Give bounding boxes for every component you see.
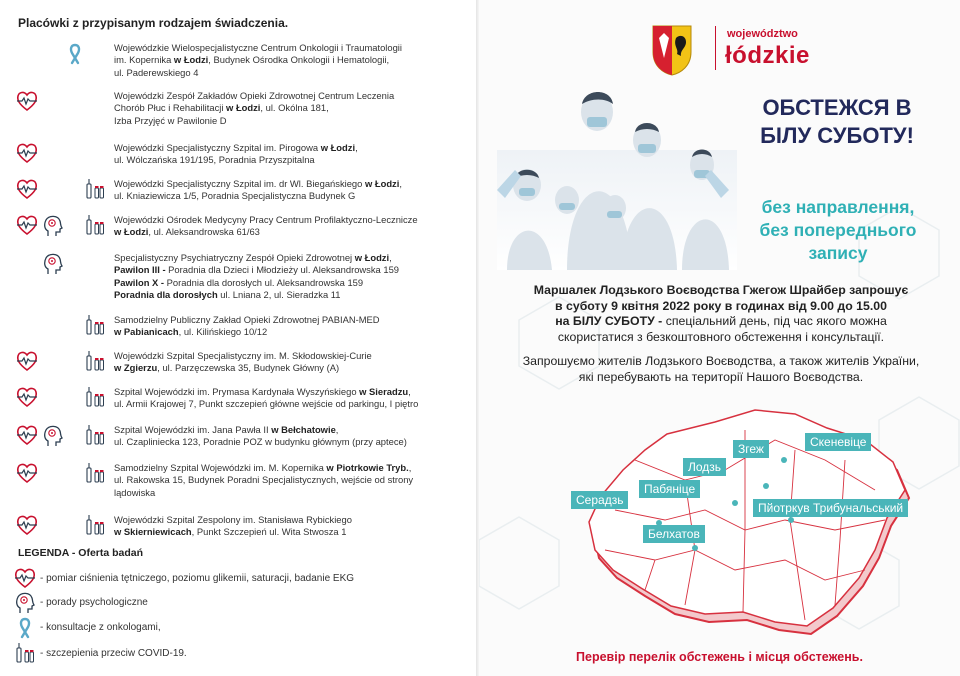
- brand-name: łódzkie: [725, 42, 810, 69]
- headline: [725, 94, 949, 150]
- subheadline-line-3: запису: [808, 243, 868, 263]
- facility-text: [114, 424, 464, 449]
- vaccine-icon: [84, 214, 106, 238]
- facility-row: [16, 386, 466, 422]
- vaccine-icon: [84, 462, 106, 486]
- facility-icons: [16, 142, 108, 172]
- map-label-zgierz: Згеж: [733, 440, 769, 458]
- facility-text-segment: w Pabianicach: [114, 326, 179, 338]
- facilities-panel: [0, 0, 476, 676]
- facility-text-segment: Pawilon X -: [114, 276, 167, 288]
- brand-separator: [715, 26, 716, 70]
- legend-text: - porady psychologiczne: [40, 597, 148, 608]
- facility-text-segment: ul. Paderewskiego 4: [114, 66, 199, 78]
- invitation-line-2: в суботу 9 квітня 2022 року в годинах від 9.00 до 15.00: [555, 298, 887, 313]
- heart-icon: [14, 567, 36, 591]
- facilities-heading: Placówki z przypisanym rodzajem świadczenia.: [18, 16, 289, 30]
- head-icon: [42, 252, 64, 276]
- facility-text-segment: Wojewódzki Ośrodek Medycyny Pracy Centrum Profilaktyczno-Lecznicze: [114, 214, 418, 225]
- facility-text-segment: Specjalistyczny Psychiatryczny Zespół Opieki Zdrowotnej: [114, 252, 355, 263]
- facility-row: [16, 142, 466, 178]
- voivodeship-crest-icon: [651, 24, 693, 76]
- facility-icons: [16, 462, 108, 492]
- facility-text-segment: , ul. Parzęczewska 35, Budynek Główny (A): [157, 362, 340, 374]
- invitation-line-4: скористатися з безкоштовного обстеження і консультації.: [557, 329, 885, 344]
- facility-text-segment: , ul. Kilińskiego 10/12: [178, 326, 268, 338]
- head-icon: [14, 591, 36, 615]
- facility-text-segment: w Sieradzu: [359, 386, 409, 397]
- facility-text-segment: w Łodzi: [364, 178, 400, 189]
- facility-row: [16, 90, 466, 126]
- facility-row: [16, 42, 466, 78]
- facility-text-segment: ,: [389, 252, 392, 263]
- subheadline-line-2: без попереднього: [759, 220, 917, 240]
- facility-icons: [16, 314, 108, 344]
- facility-text-segment: Samodzielny Szpital Wojewódzki im. M. Kopernika: [114, 462, 327, 473]
- facility-text-segment: Pawilon III -: [114, 264, 169, 276]
- facility-text: [114, 386, 464, 411]
- voivodeship-map: [575, 400, 955, 640]
- facility-text-segment: Szpital Wojewódzki im. Prymasa Kardynała Wyszyńskiego: [114, 386, 360, 397]
- facility-text-segment: ,: [408, 386, 411, 397]
- facility-row: [16, 462, 466, 498]
- heart-icon: [16, 514, 38, 538]
- facility-icons: [16, 252, 108, 282]
- facility-text-segment: Wojewódzki Specjalistyczny Szpital im. Pirogowa: [114, 142, 321, 153]
- headline-line-2: БІЛУ СУБОТУ!: [760, 123, 914, 148]
- facility-text-segment: , ul. Aleksandrowska 61/63: [148, 226, 260, 238]
- residents-line-1: Запрошуємо жителів Лодзького Воєводства, а також жителів України,: [522, 354, 920, 368]
- map-label-piotrkow: Пйотркув Трибунальський: [753, 499, 908, 517]
- invitation-line-3-bold: на БІЛУ СУБОТУ -: [555, 314, 666, 328]
- facility-row: [16, 514, 466, 550]
- facility-text-segment: Wojewódzki Szpital Specjalistyczny im. M. Skłodowskiej-Curie: [114, 350, 372, 361]
- residents-line-2: які перебувають на території Нашого Воєводства.: [578, 369, 864, 384]
- brand-small-text: województwo: [727, 28, 798, 40]
- head-icon: [42, 214, 64, 238]
- facility-text: [114, 214, 464, 239]
- facility-text: [114, 142, 464, 167]
- heart-icon: [16, 90, 38, 114]
- facility-text-segment: Wojewódzki Zespół Zakładów Opieki Zdrowotnej Centrum Leczenia: [114, 90, 395, 101]
- facility-text-segment: , Budynek Ośrodka Onkologii i Hematologii,: [208, 54, 390, 66]
- vaccine-icon: [84, 514, 106, 538]
- facility-text: [114, 514, 464, 539]
- facility-text-segment: Poradnia dla Dzieci i Młodzieży ul. Aleksandrowska 159: [168, 264, 400, 276]
- facility-text-segment: w Bełchatowie: [271, 424, 336, 435]
- facility-text-segment: Szpital Wojewódzki im. Jana Pawła II: [114, 424, 272, 435]
- vaccine-icon: [14, 642, 36, 666]
- facility-text-segment: ,: [399, 178, 402, 189]
- facility-text: [114, 178, 464, 203]
- facility-row: [16, 252, 466, 301]
- facility-icons: [16, 42, 108, 72]
- map-label-lodz: Лодзь: [683, 458, 726, 476]
- facility-text-segment: w Łodzi: [226, 102, 261, 114]
- facility-icons: [16, 90, 108, 120]
- facility-text-segment: im. Kopernika: [114, 54, 174, 66]
- facility-icons: [16, 178, 108, 208]
- facility-row: [16, 214, 466, 250]
- footer-note: Перевір перелік обстежень і місця обстежень.: [576, 650, 863, 664]
- medical-staff-illustration: [497, 90, 737, 270]
- legend-text: - pomiar ciśnienia tętniczego, poziomu glikemii, saturacji, badanie EKG: [40, 573, 355, 584]
- facility-text-segment: Wojewódzkie Wielospecjalistyczne Centrum Onkologii i Traumatologii: [114, 42, 402, 53]
- invitation-paragraph: [491, 283, 951, 345]
- vaccine-icon: [84, 386, 106, 410]
- map-label-skierniewice: Скеневіце: [805, 433, 871, 451]
- facility-text-segment: w Łodzi: [173, 54, 209, 66]
- facility-text: [114, 314, 464, 339]
- facility-text: [114, 350, 464, 375]
- ribbon-icon: [14, 616, 36, 640]
- facility-text-segment: ul. Armii Krajowej 7, Punkt szczepień główne wejście od parkingu, I piętro: [114, 398, 419, 410]
- facility-text-segment: , Punkt Szczepień ul. Wita Stwosza 1: [191, 526, 347, 538]
- facility-text: [114, 42, 464, 79]
- vaccine-icon: [84, 424, 106, 448]
- subheadline: [729, 196, 947, 265]
- facility-text: [114, 252, 464, 302]
- facility-text-segment: Samodzielny Publiczny Zakład Opieki Zdrowotnej PABIAN-MED: [114, 314, 380, 325]
- headline-line-1: ОБСТЕЖСЯ В: [762, 95, 912, 120]
- facility-icons: [16, 214, 108, 244]
- facility-text-segment: w Skierniewicach: [114, 526, 192, 538]
- ribbon-icon: [64, 42, 86, 66]
- heart-icon: [16, 214, 38, 238]
- facility-text-segment: w Zgierzu: [114, 362, 158, 374]
- facility-text-segment: w Łodzi: [354, 252, 390, 263]
- facility-text-segment: ul. Rakowska 15, Budynek Poradni Specjalistycznych, wejście od strony: [114, 474, 414, 486]
- subheadline-line-1: без направлення,: [761, 197, 915, 217]
- facility-text: [114, 462, 464, 499]
- facility-text-segment: Chorób Płuc i Rehabilitacji: [114, 102, 227, 114]
- facility-row: [16, 350, 466, 386]
- facility-text-segment: ul. Lniana 2, ul. Sieradzka 11: [220, 289, 341, 301]
- facility-text-segment: w Łodzi: [320, 142, 356, 153]
- facility-text-segment: Wojewódzki Specjalistyczny Szpital im. dr Wl. Biegańskiego: [114, 178, 365, 189]
- vaccine-icon: [84, 178, 106, 202]
- facility-text-segment: ,: [335, 424, 339, 435]
- vaccine-icon: [84, 314, 106, 338]
- invitation-line-1: Маршалек Лодзького Воєводства Гжегож Шрайбер запрошує: [533, 283, 909, 297]
- residents-paragraph: [491, 354, 951, 385]
- facility-row: [16, 314, 466, 350]
- facility-text-segment: ,: [408, 462, 412, 473]
- facility-text-segment: Poradnia dla dorosłych ul. Aleksandrowska 159: [166, 276, 364, 288]
- facility-text-segment: Wojewódzki Szpital Zespolony im. Stanisława Rybickiego: [114, 514, 352, 525]
- heart-icon: [16, 142, 38, 166]
- facility-text-segment: lądowiska: [114, 486, 156, 498]
- facility-icons: [16, 424, 108, 454]
- facility-text: [114, 90, 464, 127]
- heart-icon: [16, 462, 38, 486]
- map-label-sieradz: Серадзь: [571, 491, 628, 509]
- map-label-pabianice: Пабяніце: [639, 480, 700, 498]
- facility-icons: [16, 350, 108, 380]
- facility-text-segment: Izba Przyjęć w Pawilonie D: [114, 114, 227, 126]
- map-label-belchatow: Белхатов: [643, 525, 705, 543]
- legend-title: LEGENDA - Oferta badań: [18, 547, 144, 559]
- poster-panel: [479, 0, 960, 676]
- facility-text-segment: Poradnia dla dorosłych: [114, 289, 221, 301]
- heart-icon: [16, 350, 38, 374]
- heart-icon: [16, 178, 38, 202]
- invitation-line-3-rest: спеціальний день, під час якого можна: [665, 314, 887, 328]
- facility-icons: [16, 514, 108, 544]
- facility-text-segment: , ul. Okólna 181,: [260, 102, 329, 114]
- facility-text-segment: ,: [355, 142, 358, 153]
- facility-text-segment: ul. Kniaziewicza 1/5, Poradnia Specjalistyczna Budynek G: [114, 190, 356, 202]
- heart-icon: [16, 424, 38, 448]
- facility-text-segment: w Piotrkowie Tryb.: [326, 462, 409, 473]
- legend-text: - konsultacje z onkologami,: [40, 622, 161, 633]
- facility-row: [16, 178, 466, 214]
- legend-text: - szczepienia przeciw COVID-19.: [40, 648, 187, 659]
- facility-text-segment: ul. Wólczańska 191/195, Poradnia Przyszpitalna: [114, 154, 315, 166]
- facility-icons: [16, 386, 108, 416]
- facility-row: [16, 424, 466, 460]
- heart-icon: [16, 386, 38, 410]
- facility-text-segment: ul. Czapliniecka 123, Poradnie POZ w budynku głównym (przy aptece): [114, 436, 407, 448]
- head-icon: [42, 424, 64, 448]
- facility-text-segment: w Łodzi: [114, 226, 149, 238]
- vaccine-icon: [84, 350, 106, 374]
